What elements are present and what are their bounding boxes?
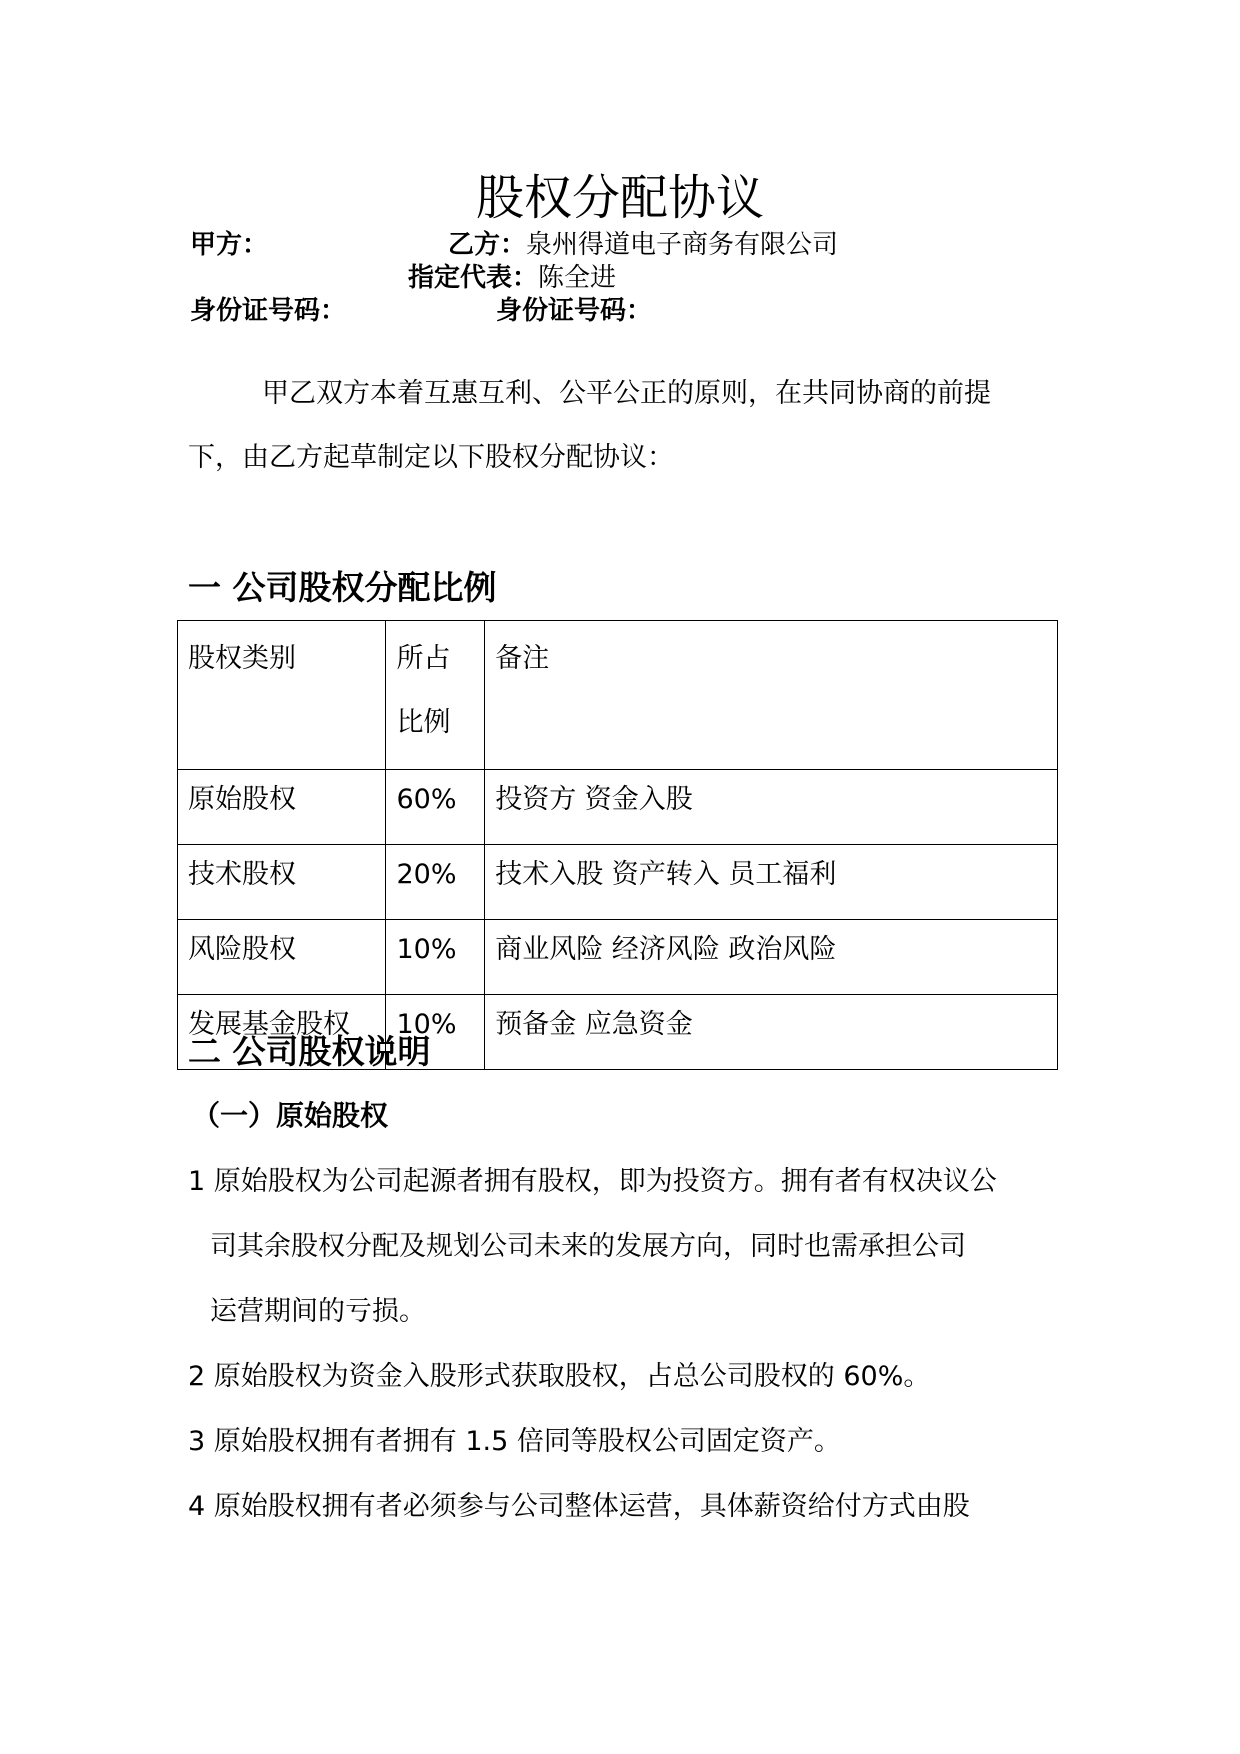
representative-label: 指定代表： xyxy=(408,263,539,293)
cell-ratio: 60% xyxy=(386,770,485,845)
header-type: 股权类别 xyxy=(178,621,386,770)
party-a-id-label: 身份证号码： xyxy=(190,296,347,326)
table-row xyxy=(178,920,1058,995)
party-b-id-label: 身份证号码： xyxy=(496,296,653,326)
header-ratio: 所占 比例 xyxy=(386,621,485,770)
table-row xyxy=(178,845,1058,920)
cell-type: 技术股权 xyxy=(178,845,386,920)
equity-table xyxy=(177,620,1058,1070)
item-3: 3 原始股权拥有者拥有 1.5 倍同等股权公司固定资产。 xyxy=(188,1426,841,1457)
representative-value: 陈全进 xyxy=(538,263,617,293)
cell-note: 商业风险 经济风险 政治风险 xyxy=(485,920,1058,995)
party-b-label: 乙方： xyxy=(448,230,527,260)
party-b-value: 泉州得道电子商务有限公司 xyxy=(526,230,839,260)
cell-note: 预备金 应急资金 xyxy=(485,995,1058,1070)
cell-note: 技术入股 资产转入 员工福利 xyxy=(485,845,1058,920)
item-1-line-2: 司其余股权分配及规划公司未来的发展方向，同时也需承担公司 xyxy=(210,1231,966,1262)
cell-ratio: 20% xyxy=(386,845,485,920)
table-header-row xyxy=(178,621,1058,770)
item-2: 2 原始股权为资金入股形式获取股权，占总公司股权的 60%。 xyxy=(188,1361,931,1392)
cell-ratio: 10% xyxy=(386,995,485,1070)
intro-line-2: 下，由乙方起草制定以下股权分配协议： xyxy=(188,442,674,473)
cell-type: 原始股权 xyxy=(178,770,386,845)
item-1-line-3: 运营期间的亏损。 xyxy=(210,1296,426,1327)
cell-type: 风险股权 xyxy=(178,920,386,995)
section-2-heading: 二 公司股权说明 xyxy=(188,1032,431,1071)
document-title: 股权分配协议 xyxy=(475,170,764,226)
cell-ratio: 10% xyxy=(386,920,485,995)
representative-line xyxy=(408,261,616,295)
cell-type: 发展基金股权 xyxy=(178,995,386,1070)
item-4: 4 原始股权拥有者必须参与公司整体运营，具体薪资给付方式由股 xyxy=(188,1491,970,1522)
party-a-label: 甲方： xyxy=(190,230,269,260)
party-b-line xyxy=(448,228,838,262)
section-1-heading: 一 公司股权分配比例 xyxy=(188,568,497,607)
subsection-1-heading: （一）原始股权 xyxy=(192,1099,389,1132)
cell-note: 投资方 资金入股 xyxy=(485,770,1058,845)
item-1-line-1: 1 原始股权为公司起源者拥有股权，即为投资方。拥有者有权决议公 xyxy=(188,1166,997,1197)
table-row xyxy=(178,770,1058,845)
intro-line-1: 甲乙双方本着互惠互利、公平公正的原则，在共同协商的前提 xyxy=(262,378,991,409)
header-note: 备注 xyxy=(485,621,1058,770)
